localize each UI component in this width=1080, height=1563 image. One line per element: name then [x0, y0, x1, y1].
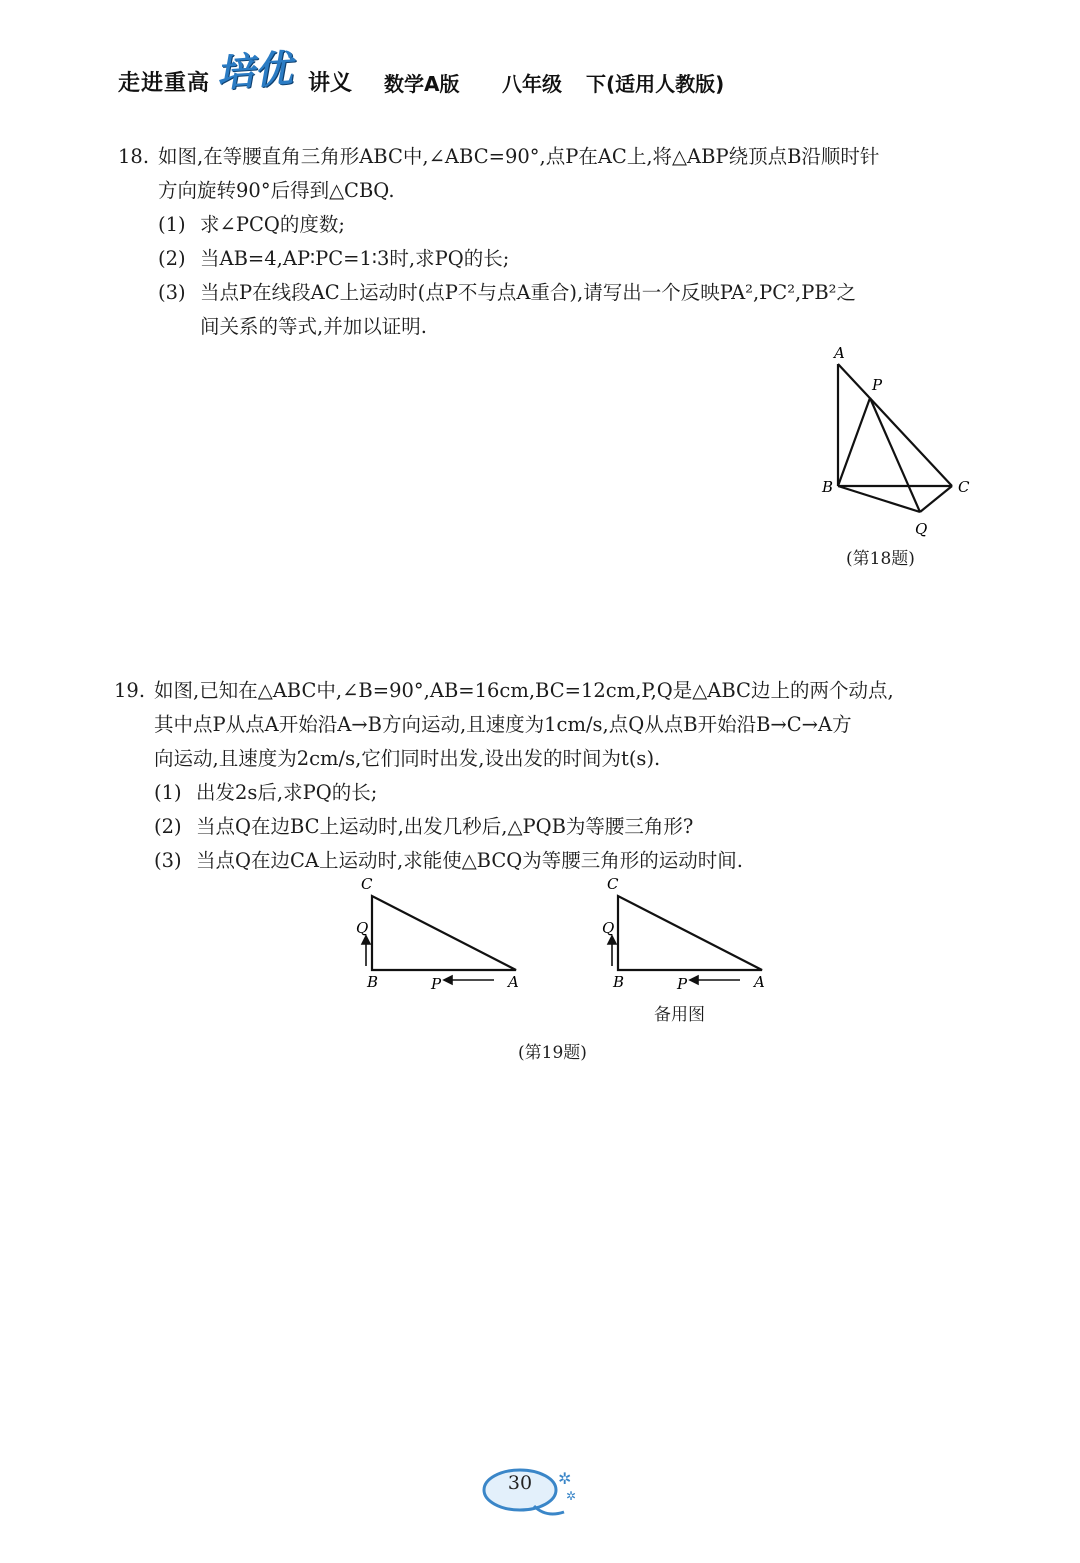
page-number: 30: [507, 1472, 533, 1494]
segment-AC: [838, 364, 952, 486]
segment-PQ: [870, 398, 920, 512]
arrow-P-head-spare: [690, 976, 698, 984]
figure-19-caption: (第19题): [518, 1043, 587, 1063]
label-P: P: [872, 376, 883, 394]
q1-number: (1): [154, 781, 182, 804]
q3-number: (3): [154, 849, 182, 872]
q2-text: 当AB=4,AP∶PC=1∶3时,求PQ的长;: [200, 247, 510, 270]
q1-number: (1): [158, 213, 186, 236]
q1-text: 出发2s后,求PQ的长;: [196, 781, 378, 804]
page-header: [118, 48, 978, 108]
arrow-P-head: [444, 976, 452, 984]
label-P: P: [431, 975, 442, 993]
label-Q: Q: [915, 520, 928, 538]
problem-18-question-2: [118, 242, 988, 276]
label-A: A: [508, 973, 519, 991]
problem-19-stem-line-1: [114, 674, 984, 708]
header-jiangyi: 讲义: [308, 71, 353, 96]
arrow-Q-head-spare: [608, 936, 616, 944]
svg-text:✲: ✲: [558, 1469, 572, 1488]
problem-19-stem-text-1: 如图,已知在△ABC中,∠B=90°,AB=16cm,BC=12cm,P,Q是△ABC边上的两个动点,: [154, 679, 894, 702]
label-C: C: [958, 478, 970, 496]
problem-18: [118, 140, 988, 344]
problem-18-stem-line-2: 方向旋转90°后得到△CBQ.: [158, 179, 395, 202]
problem-19-question-2: [114, 810, 984, 844]
q1-text: 求∠PCQ的度数;: [200, 213, 345, 236]
problem-18-stem-line-1: [118, 140, 988, 174]
header-grade: 八年级: [502, 72, 562, 96]
problem-18-stem-text-1: 如图,在等腰直角三角形ABC中,∠ABC=90°,点P在AC上,将△ABP绕顶点B沿顺时针: [158, 145, 880, 168]
problem-19-number: 19.: [114, 679, 146, 702]
segment-BP: [838, 398, 870, 486]
label-Q: Q: [356, 919, 369, 937]
problem-18-number: 18.: [118, 145, 150, 168]
q3-text: 当点Q在边CA上运动时,求能使△BCQ为等腰三角形的运动时间.: [196, 849, 743, 872]
q2-number: (2): [154, 815, 182, 838]
problem-19: [114, 674, 984, 878]
label-B: B: [367, 973, 379, 991]
arrow-Q-head: [362, 936, 370, 944]
segment-CQ: [920, 486, 952, 512]
figure-19-spare-label: 备用图: [654, 1005, 705, 1025]
label-A-spare: A: [754, 973, 765, 991]
problem-18-question-3: [118, 276, 988, 310]
page-number-badge: [480, 1462, 580, 1522]
problem-18-question-3-cont: 间关系的等式,并加以证明.: [200, 315, 427, 338]
problem-18-question-1: [118, 208, 988, 242]
label-C: C: [361, 875, 373, 893]
svg-text:✲: ✲: [566, 1489, 577, 1503]
label-Q-spare: Q: [602, 919, 615, 937]
label-B: B: [822, 478, 834, 496]
problem-19-stem-line-3: 向运动,且速度为2cm/s,它们同时出发,设出发的时间为t(s).: [154, 747, 661, 770]
label-B-spare: B: [613, 973, 625, 991]
q2-number: (2): [158, 247, 186, 270]
problem-19-stem-line-2: 其中点P从点A开始沿A→B方向运动,且速度为1cm/s,点Q从点B开始沿B→C→A方: [154, 713, 852, 736]
figure-18-caption: (第18题): [846, 549, 915, 569]
header-edition: 下(适用人教版): [586, 72, 725, 96]
q2-text: 当点Q在边BC上运动时,出发几秒后,△PQB为等腰三角形?: [196, 815, 694, 838]
q3-number: (3): [158, 281, 186, 304]
figure-19-main: [350, 870, 530, 1000]
problem-19-question-1: [114, 776, 984, 810]
figure-19-spare: [596, 870, 776, 1000]
segment-BQ: [838, 486, 920, 512]
q3-text-1: 当点P在线段AC上运动时(点P不与点A重合),请写出一个反映PA²,PC²,PB²之: [200, 281, 856, 304]
label-P-spare: P: [677, 975, 688, 993]
label-C-spare: C: [607, 875, 619, 893]
triangle-ABC-spare: [618, 896, 762, 970]
header-subject: 数学A版: [384, 72, 460, 96]
header-brand: 走进重高: [118, 71, 211, 96]
triangle-ABC: [372, 896, 516, 970]
problem-19-question-3: [114, 844, 984, 878]
header-logo: 培优: [214, 46, 294, 96]
figure-18: [800, 340, 990, 550]
label-A: A: [834, 344, 845, 362]
